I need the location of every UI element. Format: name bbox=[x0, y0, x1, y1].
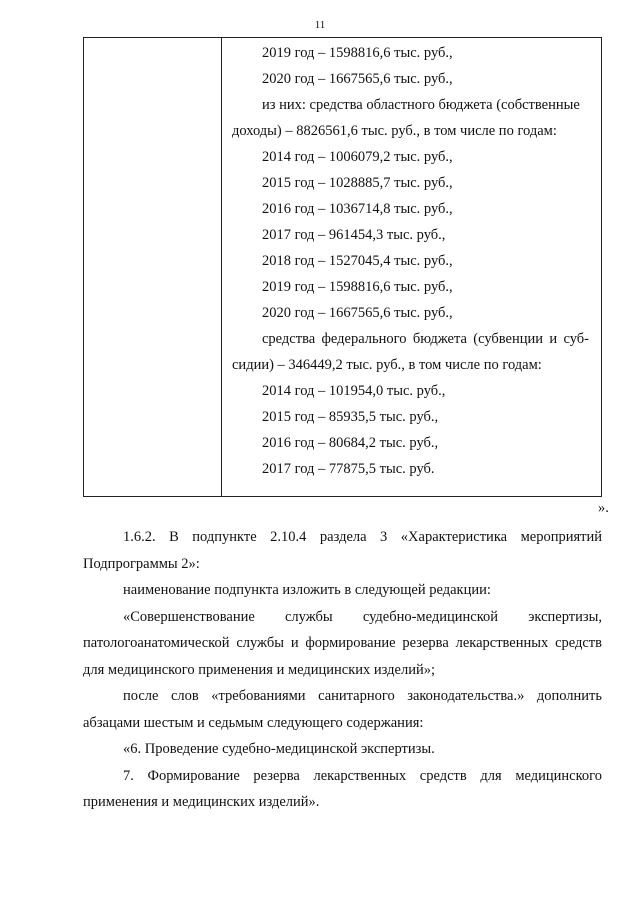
funding-table bbox=[83, 37, 602, 497]
table-line: 2015 год – 1028885,7 тыс. руб., bbox=[262, 175, 453, 191]
table-line: 2020 год – 1667565,6 тыс. руб., bbox=[262, 305, 453, 321]
paragraph-subpoint: 1.6.2. В подпункте 2.10.4 раздела 3 «Характеристика мероприятий Подпрограммы 2»: bbox=[83, 529, 602, 572]
table-line: 2016 год – 80684,2 тыс. руб., bbox=[262, 435, 439, 451]
table-line: 2018 год – 1527045,4 тыс. руб., bbox=[262, 253, 453, 269]
table-line: 2015 год – 85935,5 тыс. руб., bbox=[262, 409, 439, 425]
document-body bbox=[83, 524, 602, 816]
table-line: из них: средства областного бюджета (собственные bbox=[262, 97, 580, 113]
table-line: доходы) – 8826561,6 тыс. руб., в том числе по годам: bbox=[232, 123, 557, 139]
table-line: средства федерального бюджета (субвенции и суб- bbox=[262, 331, 589, 347]
table-line: 2014 год – 101954,0 тыс. руб., bbox=[262, 383, 446, 399]
table-line: 2016 год – 1036714,8 тыс. руб., bbox=[262, 201, 453, 217]
table-line: 2017 год – 961454,3 тыс. руб., bbox=[262, 227, 446, 243]
paragraph: «Совершенствование службы судебно-медицинской экспертизы, патологоанатомической службы и формирование резерва лекарственных средств для медицинского применения и медицинских изделий»; bbox=[83, 608, 602, 678]
table-line: 2014 год – 1006079,2 тыс. руб., bbox=[262, 149, 453, 165]
table-right-cell bbox=[222, 38, 601, 482]
table-line: сидии) – 346449,2 тыс. руб., в том числе по годам: bbox=[232, 357, 542, 373]
paragraph: после слов «требованиями санитарного законодательства.» дополнить абзацами шестым и седьмым следующего содержания: bbox=[83, 688, 602, 731]
paragraph: наименование подпункта изложить в следующей редакции: bbox=[123, 582, 491, 598]
page-number: 11 bbox=[314, 19, 326, 31]
closing-quote: ». bbox=[598, 500, 609, 516]
table-line: 2017 год – 77875,5 тыс. руб. bbox=[262, 461, 435, 477]
paragraph: «6. Проведение судебно-медицинской экспертизы. bbox=[123, 741, 435, 757]
table-line: 2019 год – 1598816,6 тыс. руб., bbox=[262, 45, 453, 61]
table-line: 2020 год – 1667565,6 тыс. руб., bbox=[262, 71, 453, 87]
table-line: 2019 год – 1598816,6 тыс. руб., bbox=[262, 279, 453, 295]
paragraph: 7. Формирование резерва лекарственных средств для медицинского применения и медицинских изделий». bbox=[83, 767, 602, 810]
